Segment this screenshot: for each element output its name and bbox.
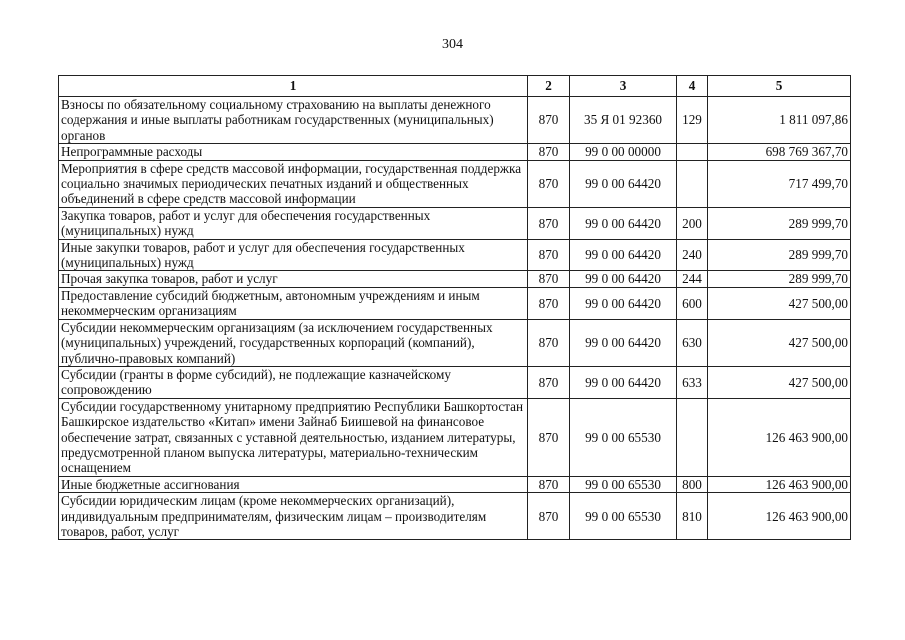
table-row (59, 207, 851, 239)
row-amount: 126 463 900,00 (708, 398, 851, 476)
row-expense-type: 630 (677, 319, 708, 366)
row-name: Субсидии юридическим лицам (кроме некоммерческих организаций), индивидуальным предпринимателям, физическим лицам – производителям товаров, работ, услуг (59, 493, 528, 540)
row-name: Взносы по обязательному социальному страхованию на выплаты денежного содержания и иные выплаты работникам государственных (муниципальных) органов (59, 97, 528, 144)
table-row (59, 366, 851, 398)
row-name: Прочая закупка товаров, работ и услуг (59, 271, 528, 287)
row-amount: 427 500,00 (708, 319, 851, 366)
header-col-3: 3 (570, 76, 677, 97)
row-expense-type: 600 (677, 287, 708, 319)
table-row (59, 97, 851, 144)
row-name: Предоставление субсидий бюджетным, автономным учреждениям и иным некоммерческим организациям (59, 287, 528, 319)
table-row (59, 398, 851, 476)
table-row (59, 160, 851, 207)
row-expense-type: 633 (677, 366, 708, 398)
row-amount: 717 499,70 (708, 160, 851, 207)
row-target-article: 99 0 00 64420 (570, 271, 677, 287)
row-target-article: 99 0 00 64420 (570, 287, 677, 319)
row-amount: 427 500,00 (708, 366, 851, 398)
header-col-1: 1 (59, 76, 528, 97)
row-ved-code: 870 (528, 398, 570, 476)
row-name: Непрограммные расходы (59, 144, 528, 160)
row-expense-type: 240 (677, 239, 708, 271)
row-ved-code: 870 (528, 97, 570, 144)
row-name: Субсидии некоммерческим организациям (за исключением государственных (муниципальных) учреждений, государственных корпораций (компаний), публично-правовых компаний) (59, 319, 528, 366)
row-ved-code: 870 (528, 476, 570, 492)
row-expense-type: 129 (677, 97, 708, 144)
row-ved-code: 870 (528, 287, 570, 319)
table-row (59, 493, 851, 540)
table-header-row (59, 76, 851, 97)
header-col-2: 2 (528, 76, 570, 97)
row-target-article: 99 0 00 64420 (570, 207, 677, 239)
row-target-article: 99 0 00 65530 (570, 493, 677, 540)
row-amount: 126 463 900,00 (708, 493, 851, 540)
row-amount: 698 769 367,70 (708, 144, 851, 160)
row-name: Иные бюджетные ассигнования (59, 476, 528, 492)
row-expense-type (677, 160, 708, 207)
row-target-article: 99 0 00 00000 (570, 144, 677, 160)
row-expense-type: 200 (677, 207, 708, 239)
row-target-article: 99 0 00 64420 (570, 319, 677, 366)
row-target-article: 99 0 00 64420 (570, 160, 677, 207)
header-col-4: 4 (677, 76, 708, 97)
row-ved-code: 870 (528, 319, 570, 366)
row-name: Закупка товаров, работ и услуг для обеспечения государственных (муниципальных) нужд (59, 207, 528, 239)
row-ved-code: 870 (528, 144, 570, 160)
row-name: Субсидии (гранты в форме субсидий), не подлежащие казначейскому сопровождению (59, 366, 528, 398)
row-expense-type (677, 398, 708, 476)
row-amount: 289 999,70 (708, 271, 851, 287)
row-target-article: 99 0 00 64420 (570, 239, 677, 271)
row-target-article: 99 0 00 65530 (570, 476, 677, 492)
table-row (59, 287, 851, 319)
row-expense-type: 810 (677, 493, 708, 540)
row-ved-code: 870 (528, 239, 570, 271)
row-target-article: 99 0 00 65530 (570, 398, 677, 476)
row-ved-code: 870 (528, 207, 570, 239)
row-target-article: 99 0 00 64420 (570, 366, 677, 398)
row-target-article: 35 Я 01 92360 (570, 97, 677, 144)
row-expense-type: 244 (677, 271, 708, 287)
row-ved-code: 870 (528, 493, 570, 540)
row-ved-code: 870 (528, 366, 570, 398)
row-expense-type: 800 (677, 476, 708, 492)
row-ved-code: 870 (528, 160, 570, 207)
table-row (59, 319, 851, 366)
row-ved-code: 870 (528, 271, 570, 287)
header-col-5: 5 (708, 76, 851, 97)
table-row (59, 476, 851, 492)
page-number: 304 (442, 37, 463, 52)
row-name: Мероприятия в сфере средств массовой информации, государственная поддержка социально значимых периодических печатных изданий и общественных объединений в сфере средств массовой информации (59, 160, 528, 207)
row-amount: 126 463 900,00 (708, 476, 851, 492)
table-row (59, 239, 851, 271)
row-amount: 289 999,70 (708, 239, 851, 271)
row-expense-type (677, 144, 708, 160)
table-row (59, 271, 851, 287)
row-name: Субсидии государственному унитарному предприятию Республики Башкортостан Башкирское издательство «Китап» имени Зайнаб Биишевой на финансовое обеспечение затрат, связанных с уставной деятельностью, изданием литературы, предусмотренной планом выпуска литературы, материально-техническим оснащением (59, 398, 528, 476)
budget-table (58, 75, 851, 540)
row-amount: 1 811 097,86 (708, 97, 851, 144)
table-row (59, 144, 851, 160)
row-name: Иные закупки товаров, работ и услуг для обеспечения государственных (муниципальных) нужд (59, 239, 528, 271)
row-amount: 289 999,70 (708, 207, 851, 239)
row-amount: 427 500,00 (708, 287, 851, 319)
